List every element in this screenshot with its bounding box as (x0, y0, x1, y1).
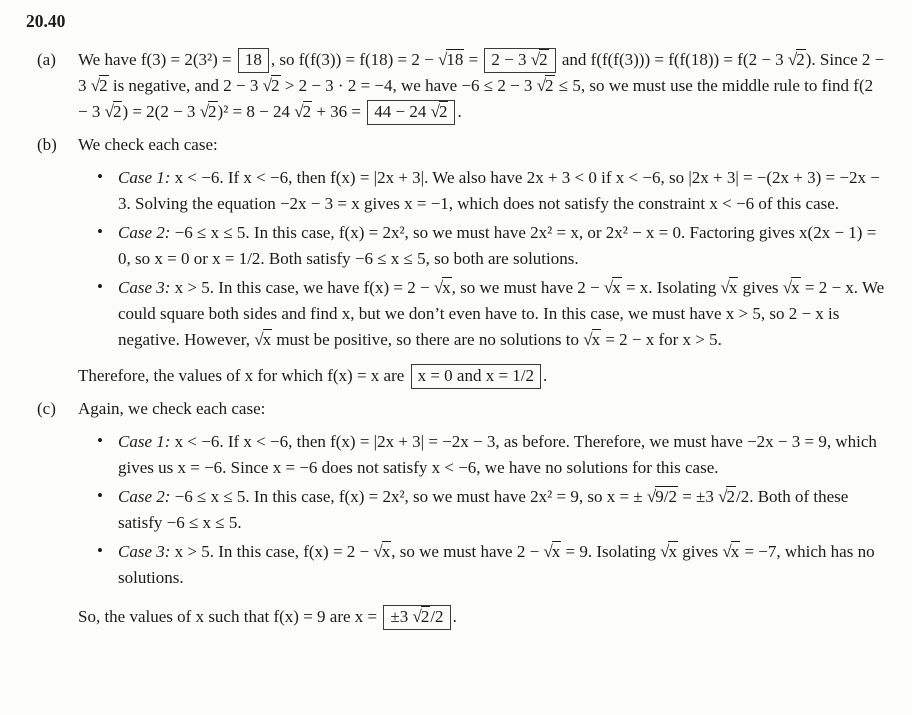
part-c-case-1-text (118, 429, 886, 481)
text-run: −6 ≤ x ≤ 5. In this case, f(x) = 2x², so we must have 2x² = x, or 2x² − x = 0. Factoring gives x(2x − 1) = 0, so x = 0 or x = 1/2. Both satisfy −6 ≤ x ≤ 5, so both are solutions. (118, 223, 877, 268)
radical-icon: √ (104, 102, 114, 121)
sqrt-expression (604, 278, 622, 297)
problem-number: 20.40 (26, 11, 66, 31)
radicand: x (612, 278, 621, 297)
bullet-icon: • (97, 222, 103, 241)
case-label: Case 2: (118, 487, 171, 506)
radical-icon: √ (782, 278, 793, 297)
sqrt-expression (543, 542, 561, 561)
part-c (0, 396, 912, 630)
text-run: = 2 − x for x > 5. (601, 330, 722, 349)
part-b-case-3 (78, 275, 886, 353)
text-run: is negative, and 2 − 3 (108, 76, 263, 95)
sqrt-expression (294, 102, 312, 121)
text-run: ≤ 5, so we must use the middle rule to find f(2 − 3 (78, 76, 874, 121)
sqrt-expression (721, 278, 739, 297)
part-b-label: (b) (37, 135, 57, 154)
radicand: 2 (796, 50, 805, 69)
part-c-label: (c) (37, 399, 56, 418)
text-run: x < −6. If x < −6, then f(x) = |2x + 3| = −2x − 3, as before. Therefore, we must have −2x − 3 = 9, which gives us x = −6. Since x = −6 does not satisfy x < −6, we have no solutions for this case. (118, 432, 877, 477)
sqrt-expression (722, 542, 740, 561)
text-run: , so we must have 2 − (451, 278, 604, 297)
part-c-intro (78, 396, 886, 422)
radical-icon: √ (536, 76, 547, 95)
text-run: . (457, 102, 462, 121)
radical-icon: √ (373, 542, 383, 561)
radicand: 2 (208, 102, 217, 121)
sqrt-expression (718, 487, 736, 506)
text-run: /2. Both of these satisfy −6 ≤ x ≤ 5. (118, 487, 849, 532)
part-c-cases (78, 429, 886, 591)
boxed-answer (367, 100, 455, 125)
text-run: > 2 − 3 · 2 = −4, we have −6 ≤ 2 − 3 (280, 76, 537, 95)
boxed-answer (484, 48, 555, 73)
sqrt-expression (531, 50, 549, 69)
part-a-body (78, 47, 886, 125)
radicand: 2 (420, 607, 430, 626)
text-run: ) = 2(2 − 3 (122, 102, 200, 121)
bullet-icon: • (97, 431, 103, 450)
part-b-cases (78, 165, 886, 353)
part-b-case-2 (78, 220, 886, 272)
sqrt-expression (434, 278, 452, 297)
text-run: x < −6. If x < −6, then f(x) = |2x + 3|. We also have 2x + 3 < 0 if x < −6, so |2x + 3| = −(2x + 3) = −2x − 3. Solving the equation −2x − 3 = x gives x = −1, which does not satisfy the constraint x < −6 of this case. (118, 168, 880, 213)
case-label: Case 2: (118, 223, 171, 242)
radicand: 2 (545, 76, 554, 95)
text-run: x > 5. In this case, f(x) = 2 − (170, 542, 374, 561)
text-run: ). Since 2 − 3 (78, 50, 885, 95)
sqrt-expression (583, 330, 601, 349)
part-b-case-1-text (118, 165, 886, 217)
text-run: 44 − 24 (374, 102, 431, 121)
sqrt-expression (373, 542, 391, 561)
text-run: . (543, 366, 548, 385)
part-c-body (78, 396, 886, 630)
radical-icon: √ (90, 76, 101, 95)
radical-icon: √ (722, 542, 732, 561)
text-run: We have f(3) = 2(3²) = (78, 50, 236, 69)
text-run: = −7, which has no solutions. (118, 542, 875, 587)
text-run: 2 − 3 (491, 50, 531, 69)
text-run: x = 0 and x = 1/2 (417, 366, 535, 385)
radicand: 9/2 (655, 487, 677, 506)
text-run: gives (677, 542, 723, 561)
case-label: Case 3: (118, 278, 171, 297)
sqrt-expression (200, 102, 218, 121)
part-b-body (78, 132, 886, 389)
text-run: , so f(f(3)) = f(18) = 2 − (270, 50, 438, 69)
case-label: Case 3: (118, 542, 171, 561)
text-run: = ±3 (677, 487, 719, 506)
text-run: + 36 = (312, 102, 366, 121)
sqrt-expression (91, 76, 109, 95)
text-run: )² = 8 − 24 (217, 102, 295, 121)
radicand: 2 (438, 102, 448, 121)
radicand: 18 (446, 50, 464, 69)
radicand: x (262, 330, 272, 349)
text-run: gives (738, 278, 783, 297)
radical-icon: √ (543, 542, 553, 561)
text-run: = 2 − x. We could square both sides and find x, but we don’t even have to. In this case, we must have x > 5, so 2 − x is negative. However, (118, 278, 885, 349)
sqrt-expression (537, 76, 555, 95)
radicand: 2 (271, 76, 280, 95)
bullet-icon: • (97, 486, 103, 505)
radical-icon: √ (530, 50, 541, 69)
part-c-case-3 (78, 539, 886, 591)
part-c-case-2-text (118, 484, 886, 536)
text-run: = 9. Isolating (561, 542, 661, 561)
radicand: 2 (539, 50, 548, 69)
text-run: . (452, 607, 457, 626)
sqrt-expression (660, 542, 678, 561)
radicand: x (551, 542, 561, 561)
radicand: x (381, 542, 391, 561)
radical-icon: √ (437, 50, 448, 69)
radical-icon: √ (430, 102, 440, 121)
radicand: x (591, 330, 601, 349)
text-run: Therefore, the values of x for which f(x) = x are (78, 366, 409, 385)
radicand: x (668, 542, 677, 561)
radicand: 2 (99, 76, 108, 95)
text-run: So, the values of x such that f(x) = 9 are x = (78, 607, 382, 626)
radical-icon: √ (583, 330, 593, 349)
part-b-case-1 (78, 165, 886, 217)
part-a-label: (a) (37, 50, 56, 69)
radicand: 2 (726, 487, 735, 506)
sqrt-expression (783, 278, 801, 297)
radicand: 2 (112, 102, 122, 121)
text-run: = x. Isolating (621, 278, 721, 297)
radical-icon: √ (294, 102, 304, 121)
sqrt-expression (263, 76, 281, 95)
bullet-icon: • (97, 167, 103, 186)
boxed-answer (411, 364, 541, 389)
radical-icon: √ (254, 330, 264, 349)
radical-icon: √ (412, 607, 422, 626)
radical-icon: √ (433, 278, 444, 297)
radical-icon: √ (718, 487, 728, 506)
radical-icon: √ (787, 50, 798, 69)
text-run: −6 ≤ x ≤ 5. In this case, f(x) = 2x², so we must have 2x² = 9, so x = ± (170, 487, 647, 506)
sqrt-expression (438, 50, 464, 69)
part-b (0, 132, 912, 389)
radical-icon: √ (720, 278, 730, 297)
part-c-case-2 (78, 484, 886, 536)
part-b-case-3-text (118, 275, 886, 353)
part-b-conclusion (78, 363, 886, 389)
part-b-intro (78, 132, 886, 158)
text-run: Again, we check each case: (78, 399, 266, 418)
radicand: x (791, 278, 800, 297)
text-run: We check each case: (78, 135, 218, 154)
sqrt-expression (647, 487, 678, 506)
text-run: x > 5. In this case, we have f(x) = 2 − (170, 278, 434, 297)
boxed-answer (238, 48, 269, 73)
part-a (0, 47, 912, 125)
radical-icon: √ (646, 487, 657, 506)
text-run: , so we must have 2 − (391, 542, 544, 561)
part-c-conclusion (78, 604, 886, 630)
radical-icon: √ (262, 76, 272, 95)
case-label: Case 1: (118, 168, 171, 187)
sqrt-expression (412, 607, 430, 626)
part-b-case-2-text (118, 220, 886, 272)
text-run: ±3 (390, 607, 413, 626)
radicand: x (442, 278, 451, 297)
sqrt-expression (105, 102, 123, 121)
text-run: and f(f(f(3))) = f(f(18)) = f(2 − 3 (557, 50, 788, 69)
boxed-answer (383, 605, 450, 630)
radical-icon: √ (603, 278, 614, 297)
text-run: /2 (430, 607, 444, 626)
radical-icon: √ (199, 102, 210, 121)
text-run: must be positive, so there are no solutions to (272, 330, 584, 349)
bullet-icon: • (97, 541, 103, 560)
radicand: 2 (302, 102, 312, 121)
radicand: x (728, 278, 738, 297)
part-c-case-3-text (118, 539, 886, 591)
text-run: 18 (244, 50, 262, 69)
case-label: Case 1: (118, 432, 171, 451)
sqrt-expression (431, 102, 449, 121)
part-c-case-1 (78, 429, 886, 481)
sqrt-expression (788, 50, 806, 69)
radical-icon: √ (660, 542, 670, 561)
text-run: = (464, 50, 483, 69)
bullet-icon: • (97, 277, 103, 296)
sqrt-expression (254, 330, 272, 349)
radicand: x (730, 542, 740, 561)
part-a-paragraph (78, 47, 886, 125)
